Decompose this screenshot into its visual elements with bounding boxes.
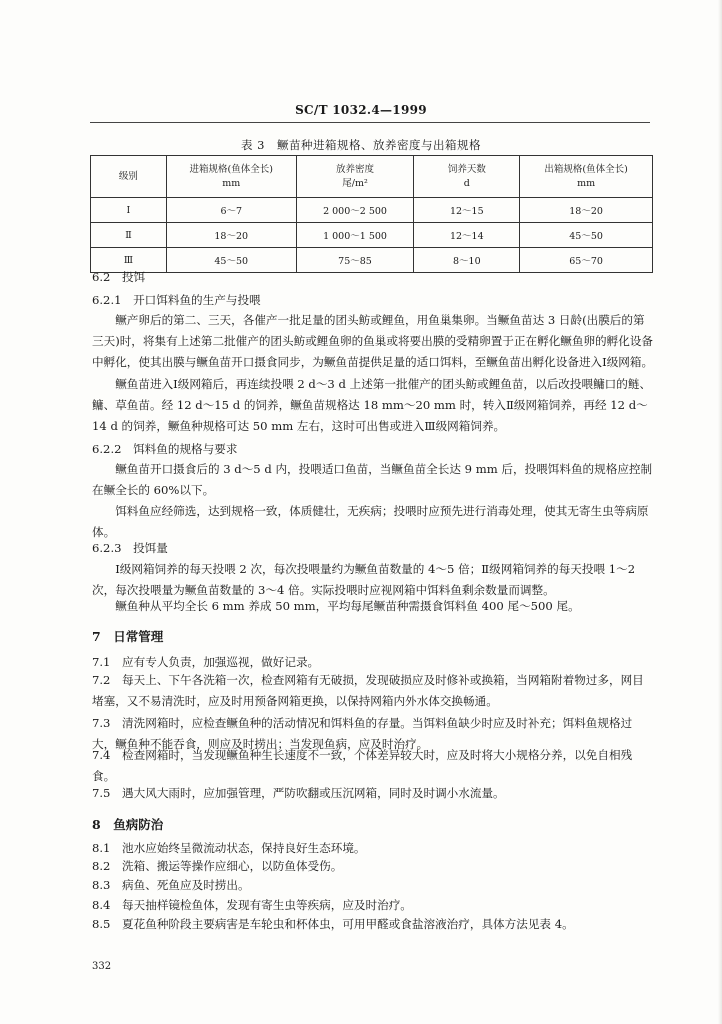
table-cell: 6～7	[166, 198, 296, 223]
list-item: 7.2 每天上、下午各洗箱一次，检查网箱有无破损，发现破损应及时修补或换箱，当网箱附着物过多，网目堵塞，又不易清洗时，应及时用预备网箱更换，以保持网箱内外水体交换畅通。	[92, 673, 644, 708]
table-cell: Ⅱ	[91, 223, 167, 248]
table-row	[91, 248, 653, 273]
table-cell: 2 000～2 500	[296, 198, 414, 223]
table-cell: 1 000～1 500	[296, 223, 414, 248]
table-header-cell: 出箱规格(鱼体全长) mm	[520, 156, 653, 198]
list-item: 7.3 清洗网箱时，应检查鳜鱼种的活动情况和饵料鱼的存量。当饵料鱼缺少时应及时补充；饵料鱼规格过大，鳜鱼种不能吞食，则应及时捞出；当发现鱼病，应及时治疗。	[92, 716, 633, 751]
section-8-heading: 8 鱼病防治	[92, 817, 164, 832]
section-6-2-3-heading: 6.2.3 投饵量	[92, 541, 168, 555]
table-cell: 75～85	[296, 248, 414, 273]
paragraph: 鳜鱼苗开口摄食后的 3 d～5 d 内，投喂适口鱼苗，当鳜鱼苗全长达 9 mm 后，投喂饵料鱼的规格应控制在鳜全长的 60%以下。	[92, 462, 653, 497]
table-cell: 45～50	[520, 223, 653, 248]
table-cell: Ⅰ	[91, 198, 167, 223]
list-item: 8.3 病鱼、死鱼应及时捞出。	[92, 878, 250, 892]
list-item: 8.4 每天抽样镜检鱼体，发现有寄生虫等疾病，应及时治疗。	[92, 898, 412, 912]
table-cell: Ⅲ	[91, 248, 167, 273]
section-7-heading: 7 日常管理	[92, 629, 164, 644]
list-item: 8.5 夏花鱼种阶段主要病害是车轮虫和杯体虫，可用甲醛或食盐溶液治疗，具体方法见表 4。	[92, 917, 574, 931]
paragraph: 鳜产卵后的第二、三天，各催产一批足量的团头鲂或鲤鱼，用鱼巢集卵。当鳜鱼苗达 3 日龄(出膜后的第三天)时，将集有上述第二批催产的团头鲂或鲤鱼卵的鱼巢或将要出膜的受精卵置于正在孵化鳜鱼卵的孵化设备中孵化，使其出膜与鳜鱼苗开口摄食同步，为鳜鱼苗提供足量的适口饵料，至鳜鱼苗出孵化设备进入Ⅰ级网箱。	[92, 313, 654, 369]
list-item: 7.4 检查网箱时，当发现鳜鱼种生长速度不一致，个体差异较大时，应及时将大小规格分养，以免自相残食。	[92, 748, 633, 783]
table-cell: 8～10	[414, 248, 520, 273]
header-rule	[90, 122, 650, 123]
table-cell: 12～15	[414, 198, 520, 223]
table-cell: 18～20	[520, 198, 653, 223]
scan-edge	[718, 0, 722, 1024]
table-title: 表 3 鳜苗种进箱规格、放养密度与出箱规格	[241, 138, 481, 152]
table-header-cell: 饲养天数 d	[414, 156, 520, 198]
table-header-row	[91, 156, 653, 198]
list-item: 7.1 应有专人负责，加强巡视，做好记录。	[92, 655, 320, 669]
spec-table	[90, 155, 653, 273]
table-header-cell: 级别	[91, 156, 167, 198]
table-header-cell: 进箱规格(鱼体全长) mm	[166, 156, 296, 198]
paragraph: 鳜鱼种从平均全长 6 mm 养成 50 mm，平均每尾鳜苗种需摄食饵料鱼 400 尾～500 尾。	[115, 599, 580, 613]
paragraph: 饵料鱼应经筛选，达到规格一致，体质健壮，无疾病；投喂时应预先进行消毒处理，使其无寄生虫等病原体。	[92, 504, 649, 539]
table-cell: 12～14	[414, 223, 520, 248]
paragraph: Ⅰ级网箱饲养的每天投喂 2 次，每次投喂量约为鳜鱼苗数量的 4～5 倍；Ⅱ级网箱饲养的每天投喂 1～2 次，每次投喂量为鳜鱼苗数量的 3～4 倍。实际投喂时应视网箱中饵料鱼剩余数量而调整。	[92, 562, 636, 597]
list-item: 8.1 池水应始终呈微流动状态，保持良好生态环境。	[92, 841, 366, 855]
section-6-2-2-heading: 6.2.2 饵料鱼的规格与要求	[92, 442, 238, 456]
table-cell: 65～70	[520, 248, 653, 273]
table-row	[91, 198, 653, 223]
section-6-2-heading: 6.2 投饵	[92, 270, 146, 284]
standard-code: SC/T 1032.4—1999	[295, 103, 427, 117]
table-row	[91, 223, 653, 248]
table-header-cell: 放养密度 尾/m²	[296, 156, 414, 198]
table-cell: 18～20	[166, 223, 296, 248]
section-6-2-1-heading: 6.2.1 开口饵料鱼的生产与投喂	[92, 293, 261, 307]
list-item: 8.2 洗箱、搬运等操作应细心，以防鱼体受伤。	[92, 859, 343, 873]
paragraph: 鳜鱼苗进入Ⅰ级网箱后，再连续投喂 2 d～3 d 上述第一批催产的团头鲂或鲤鱼苗，以后改投喂鳙口的鲢、鳙、草鱼苗。经 12 d～15 d 的饲养，鳜鱼苗规格达 18 mm～20 mm 时，转入Ⅱ级网箱饲养，再经 12 d～14 d 的饲养，鳜鱼种规格可达 50 mm 左右，这时可出售或进入Ⅲ级网箱饲养。	[92, 377, 652, 433]
list-item: 7.5 遇大风大雨时，应加强管理，严防吹翻或压沉网箱，同时及时调小水流量。	[92, 786, 505, 800]
table-cell: 45～50	[166, 248, 296, 273]
page-number: 332	[92, 961, 112, 972]
